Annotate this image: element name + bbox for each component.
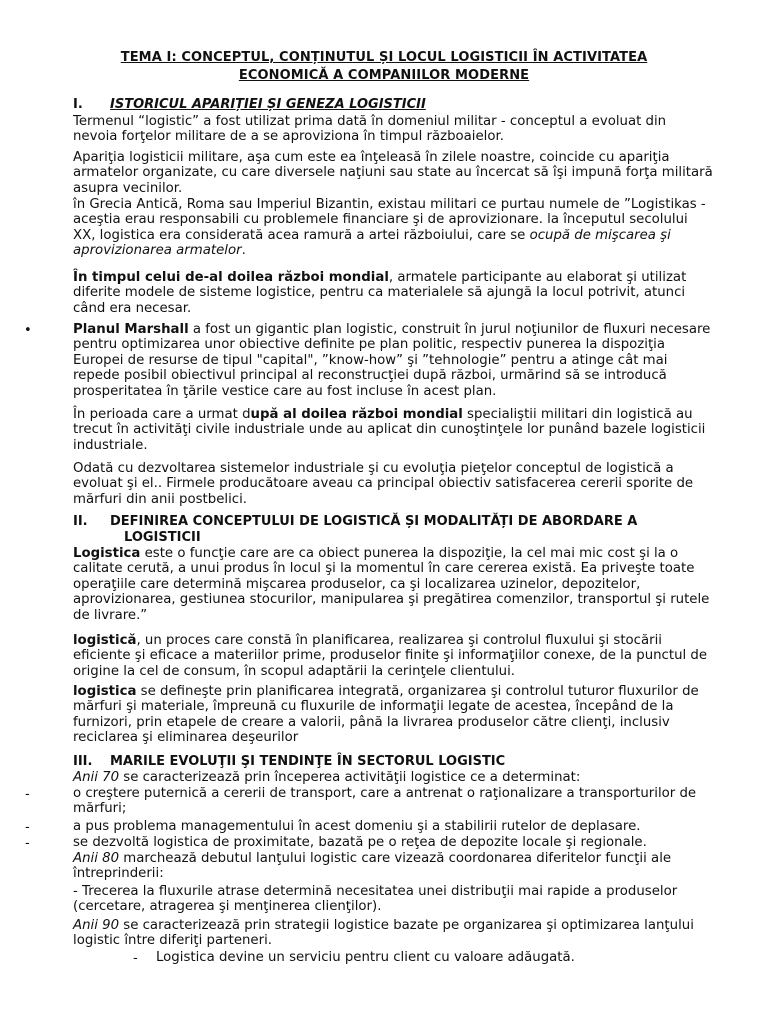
bold-term: În timpul celui de-al doilea război mondial bbox=[73, 270, 389, 285]
paragraph-ancient-logistikas bbox=[73, 197, 713, 259]
list-item-proximity-logistics: se dezvoltă logistica de proximitate, bazată pe o reţea de depozite locale şi regionale. bbox=[73, 835, 647, 850]
paragraph-ww2 bbox=[73, 270, 713, 316]
paragraph-industrial-evolution: Odată cu dezvoltarea sistemelor industriale şi cu evoluţia pieţelor conceptul de logistică a evoluat şi el.. Firmele producătoare aveau ca principal obiectiv satisfacerea cererii sporite de mărfuri din anii postbelici. bbox=[73, 461, 694, 507]
text: a fost un gigantic plan logistic, construit în jurul noţiunilor de fluxuri necesare pentru optimizarea unor obiective definite pe plan politic, respectiv punerea la dispoziţia Europei de resurse de tipul "capital", ”know-how” şi ”tehnologie” pentru a atinge cât mai repede posibil obiectivul principal al reconstrucţiei după război, urmărind să se introducă prosperitatea în ţările vestice care au fost incluse în acest plan. bbox=[73, 322, 711, 399]
text: se caracterizează prin strategii logistice bazate pe organizarea şi optimizarea lanţului logistic între diferiţi parteneri. bbox=[73, 918, 694, 949]
bold-term: logistică bbox=[73, 633, 137, 648]
text: . bbox=[241, 243, 246, 259]
bold-term: Logistica bbox=[73, 546, 141, 561]
text: , un proces care constă în planificarea, realizarea şi controlul fluxului şi stocării eficiente şi eficace a materiilor prime, produselor finite şi informaţiilor conexe, de la punctul de origine la cel de consum, în scopul adaptării la cerinţele clientului. bbox=[73, 633, 708, 679]
list-item-transport-demand: o creştere puternică a cererii de transport, care a antrenat o raţionalizare a transporturilor de mărfuri; bbox=[73, 786, 697, 817]
italic-term: Anii 70 bbox=[73, 770, 120, 785]
bold-term: upă al doilea război mondial bbox=[250, 407, 463, 422]
dash-marker: - bbox=[133, 951, 138, 966]
dash-marker: - bbox=[25, 836, 30, 851]
section-1-number: I. bbox=[73, 97, 83, 112]
dash-marker: - bbox=[25, 787, 30, 802]
document-title-line-2: ECONOMICĂ A COMPANIILOR MODERNE bbox=[238, 68, 530, 83]
text: se defineşte prin planificarea integrată, organizarea şi controlul tuturor fluxurilor de mărfuri şi materiale, împreună cu fluxurile de informaţii legate de acestea, începând de la furnizori, prin etapele de creare a valorii, până la livrarea produselor către clienţi, inclusiv reciclarea şi eliminarea deşeurilor bbox=[73, 684, 699, 746]
paragraph-anii-80 bbox=[73, 851, 713, 882]
text: , armatele participante au elaborat şi utilizat diferite modele de sisteme logistice, pentru ca materialele să ajungă la locul potrivit, atunci când era necesar. bbox=[73, 270, 687, 316]
list-item-value-added-service: Logistica devine un serviciu pentru client cu valoare adăugată. bbox=[156, 950, 575, 965]
bullet-marker: • bbox=[24, 323, 32, 338]
section-2-heading-line-1: DEFINIREA CONCEPTULUI DE LOGISTICĂ ȘI MODALITĂȚI DE ABORDARE A bbox=[110, 514, 638, 529]
definition-1 bbox=[73, 546, 713, 623]
bold-term: logistica bbox=[73, 684, 137, 699]
section-3-number: III. bbox=[73, 754, 93, 769]
definition-2 bbox=[73, 633, 713, 679]
text: marchează debutul lanţului logistic care vizează coordonarea diferitelor funcţii ale întreprinderii: bbox=[73, 851, 672, 882]
text: În perioada care a urmat d bbox=[73, 407, 251, 422]
text: este o funcţie care are ca obiect punerea la dispoziţie, la cel mai mic cost şi la o calitate cerută, a unui produs în locul şi la momentul în care cererea există. Ea priveşte toate operaţiile care determină mişcarea produselor, ca şi localizarea uzinelor, depozitelor, aprovizionarea, gestiunea stocurilor, manipularea şi pregătirea comenzilor, transportul şi rutele de livrare.” bbox=[73, 546, 710, 623]
text: se caracterizează prin începerea activităţii logistice ce a determinat: bbox=[119, 770, 581, 785]
section-1-heading: ISTORICUL APARIȚIEI ȘI GENEZA LOGISTICII bbox=[110, 97, 426, 112]
italic-text: ocupă de mişcarea şi aprovizionarea armatelor bbox=[73, 227, 671, 259]
section-3-heading: MARILE EVOLUŢII ŞI TENDINŢE ÎN SECTORUL LOGISTIC bbox=[110, 754, 506, 769]
section-2-number: II. bbox=[73, 514, 88, 529]
paragraph-marshall-plan bbox=[73, 322, 713, 399]
paragraph-anii-70 bbox=[73, 770, 713, 785]
text: în Grecia Antică, Roma sau Imperiul Bizantin, existau militari ce purtau numele de ”Logistikas - aceştia erau responsabili cu problemele financiare şi de aprovizionare. la începutul secolului XX, logistica era considerată acea ramură a artei războiului, care se bbox=[73, 197, 706, 243]
paragraph-term-origin: Termenul “logistic” a fost utilizat prima dată în domeniul militar - conceptul a evoluat din nevoia forţelor militare de a se aproviziona în timpul războaielor. bbox=[73, 114, 667, 145]
paragraph-military-logistics: Apariţia logisticii militare, aşa cum este ea înţeleasă în zilele noastre, coincide cu apariţia armatelor organizate, cu care diversele naţiuni sau state au încercat să îşi impună forţa militară asupra vecinilor. bbox=[73, 150, 713, 196]
dash-marker: - bbox=[25, 820, 30, 835]
italic-term: Anii 80 bbox=[73, 851, 120, 866]
paragraph-pull-flows: - Trecerea la fluxurile atrase determină necesitatea unei distribuţii mai rapide a produselor (cercetare, atragerea şi menţinerea clienţilor). bbox=[73, 884, 678, 915]
italic-term: Anii 90 bbox=[73, 918, 120, 933]
bold-term: Planul Marshall bbox=[73, 322, 189, 337]
paragraph-postwar bbox=[73, 407, 713, 453]
document-title-line-1: TEMA I: CONCEPTUL, CONȚINUTUL ȘI LOCUL LOGISTICII ÎN ACTIVITATEA bbox=[120, 50, 648, 65]
list-item-management: a pus problema managementului în acest domeniu şi a stabilirii rutelor de deplasare. bbox=[73, 819, 641, 834]
definition-3 bbox=[73, 684, 713, 746]
section-2-heading-line-2: LOGISTICII bbox=[124, 530, 201, 545]
text: specialiştii militari din logistică au trecut în activităţi civile industriale unde au aplicat din cunoştinţele lor punând bazele logisticii industriale. bbox=[73, 407, 706, 453]
paragraph-anii-90 bbox=[73, 918, 713, 949]
